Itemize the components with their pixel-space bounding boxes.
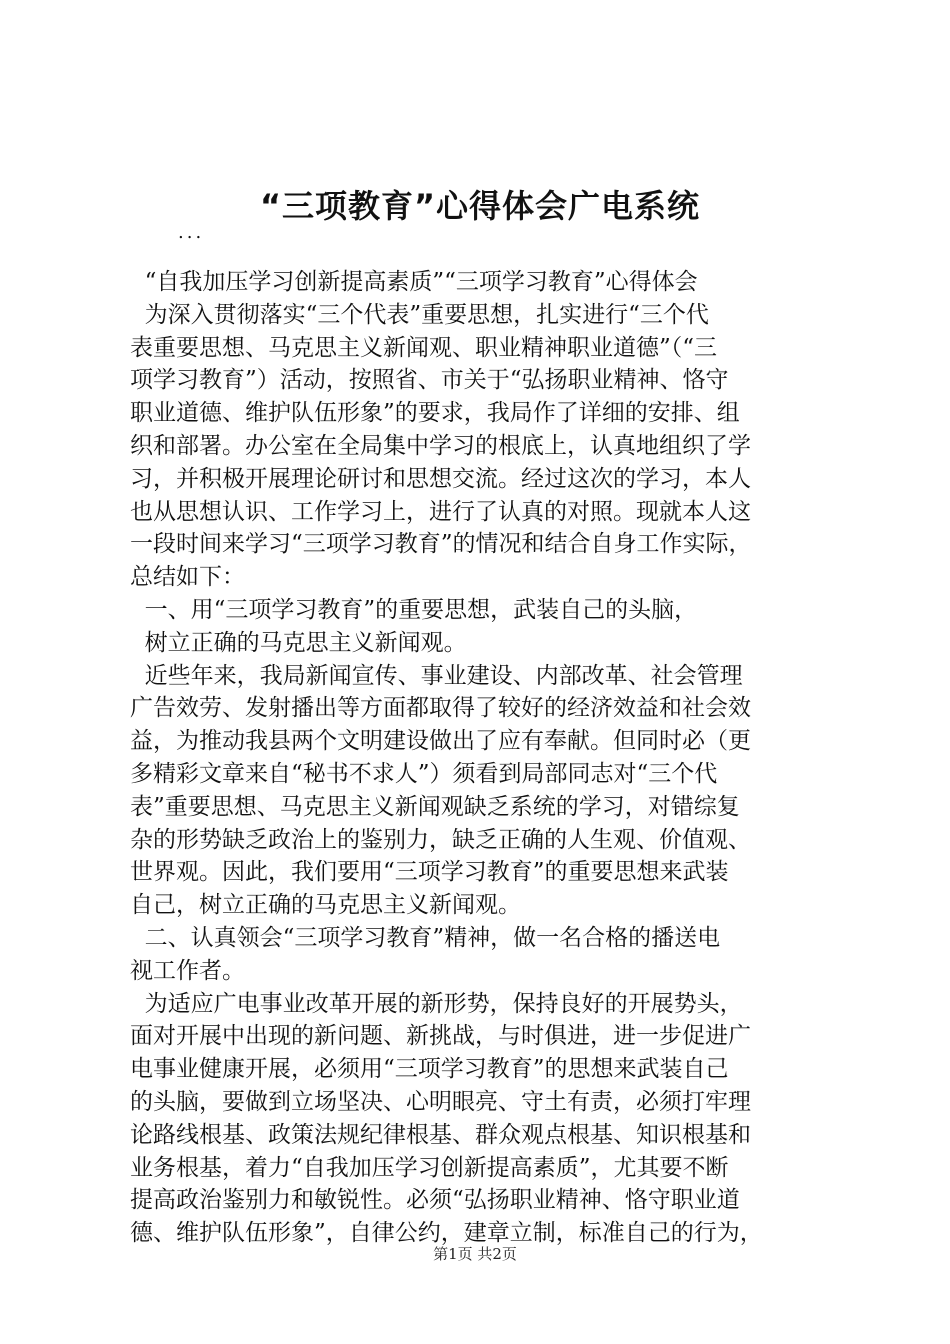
text-line: 电事业健康开展，必须用“三项学习教育”的思想来武装自己 (130, 1056, 729, 1083)
text-line: 益，为推动我县两个文明建设做出了应有奉献。但同时必（更 (130, 728, 751, 755)
page-footer: 第1页 共2页 (433, 1245, 517, 1263)
text-line: 论路线根基、政策法规纪律根基、群众观点根基、知识根基和 (130, 1121, 751, 1148)
text-line: 近些年来，我局新闻宣传、事业建设、内部改革、社会管理 (130, 662, 743, 689)
text-line: “自我加压学习创新提高素质”“三项学习教育”心得体会 (130, 269, 698, 295)
text-line: 德、维护队伍形象”，自律公约，建章立制，标准自己的行为， (130, 1220, 763, 1247)
text-line: 业务根基，着力“自我加压学习创新提高素质”，尤其要不断 (130, 1154, 729, 1181)
text-line: 为适应广电事业改革开展的新形势，保持良好的开展势头， (130, 990, 743, 1017)
text-line: 自己，树立正确的马克思主义新闻观。 (130, 892, 521, 919)
text-line: 视工作者。 (130, 957, 245, 984)
text-line: 表重要思想、马克思主义新闻观、职业精神职业道德”（“三 (130, 334, 718, 361)
text-line: 树立正确的马克思主义新闻观。 (130, 629, 467, 656)
text-line: 职业道德、维护队伍形象”的要求，我局作了详细的安排、组 (130, 400, 740, 427)
text-line: 习，并积极开展理论研讨和思想交流。经过这次的学习，本人 (130, 465, 751, 492)
text-line: 的头脑，要做到立场坚决、心明眼亮、守土有责，必须打牢理 (130, 1088, 751, 1115)
text-line: 表”重要思想、马克思主义新闻观缺乏系统的学习，对错综复 (130, 793, 740, 820)
text-line: 世界观。因此，我们要用“三项学习教育”的重要思想来武装 (130, 859, 729, 886)
text-line: 提高政治鉴别力和敏锐性。必须“弘扬职业精神、恪守职业道 (130, 1187, 740, 1214)
text-line: 项学习教育”）活动，按照省、市关于“弘扬职业精神、恪守 (130, 367, 729, 394)
ellipsis-marker: ... (178, 222, 205, 243)
text-line: 面对开展中出现的新问题、新挑战，与时俱进，进一步促进广 (130, 1023, 751, 1050)
text-line: 多精彩文章来自“秘书不求人”）须看到局部同志对“三个代 (130, 760, 718, 787)
text-line: 为深入贯彻落实“三个代表”重要思想，扎实进行“三个代 (130, 301, 709, 328)
document-title: “三项教育”心得体会广电系统 (259, 187, 701, 225)
text-line: 织和部署。办公室在全局集中学习的根底上，认真地组织了学 (130, 432, 751, 459)
text-line: 一段时间来学习“三项学习教育”的情况和结合自身工作实际， (130, 531, 752, 558)
document-body (130, 266, 834, 1250)
text-line: 总结如下： (130, 564, 245, 591)
text-line: 一、用“三项学习教育”的重要思想，武装自己的头脑， (130, 596, 698, 623)
text-line: 广告效劳、发射播出等方面都取得了较好的经济效益和社会效 (130, 695, 751, 722)
text-line: 也从思想认识、工作学习上，进行了认真的对照。现就本人这 (130, 498, 751, 525)
text-line: 杂的形势缺乏政治上的鉴别力，缺乏正确的人生观、价值观、 (130, 826, 751, 853)
text-line: 二、认真领会“三项学习教育”精神，做一名合格的播送电 (130, 924, 721, 951)
